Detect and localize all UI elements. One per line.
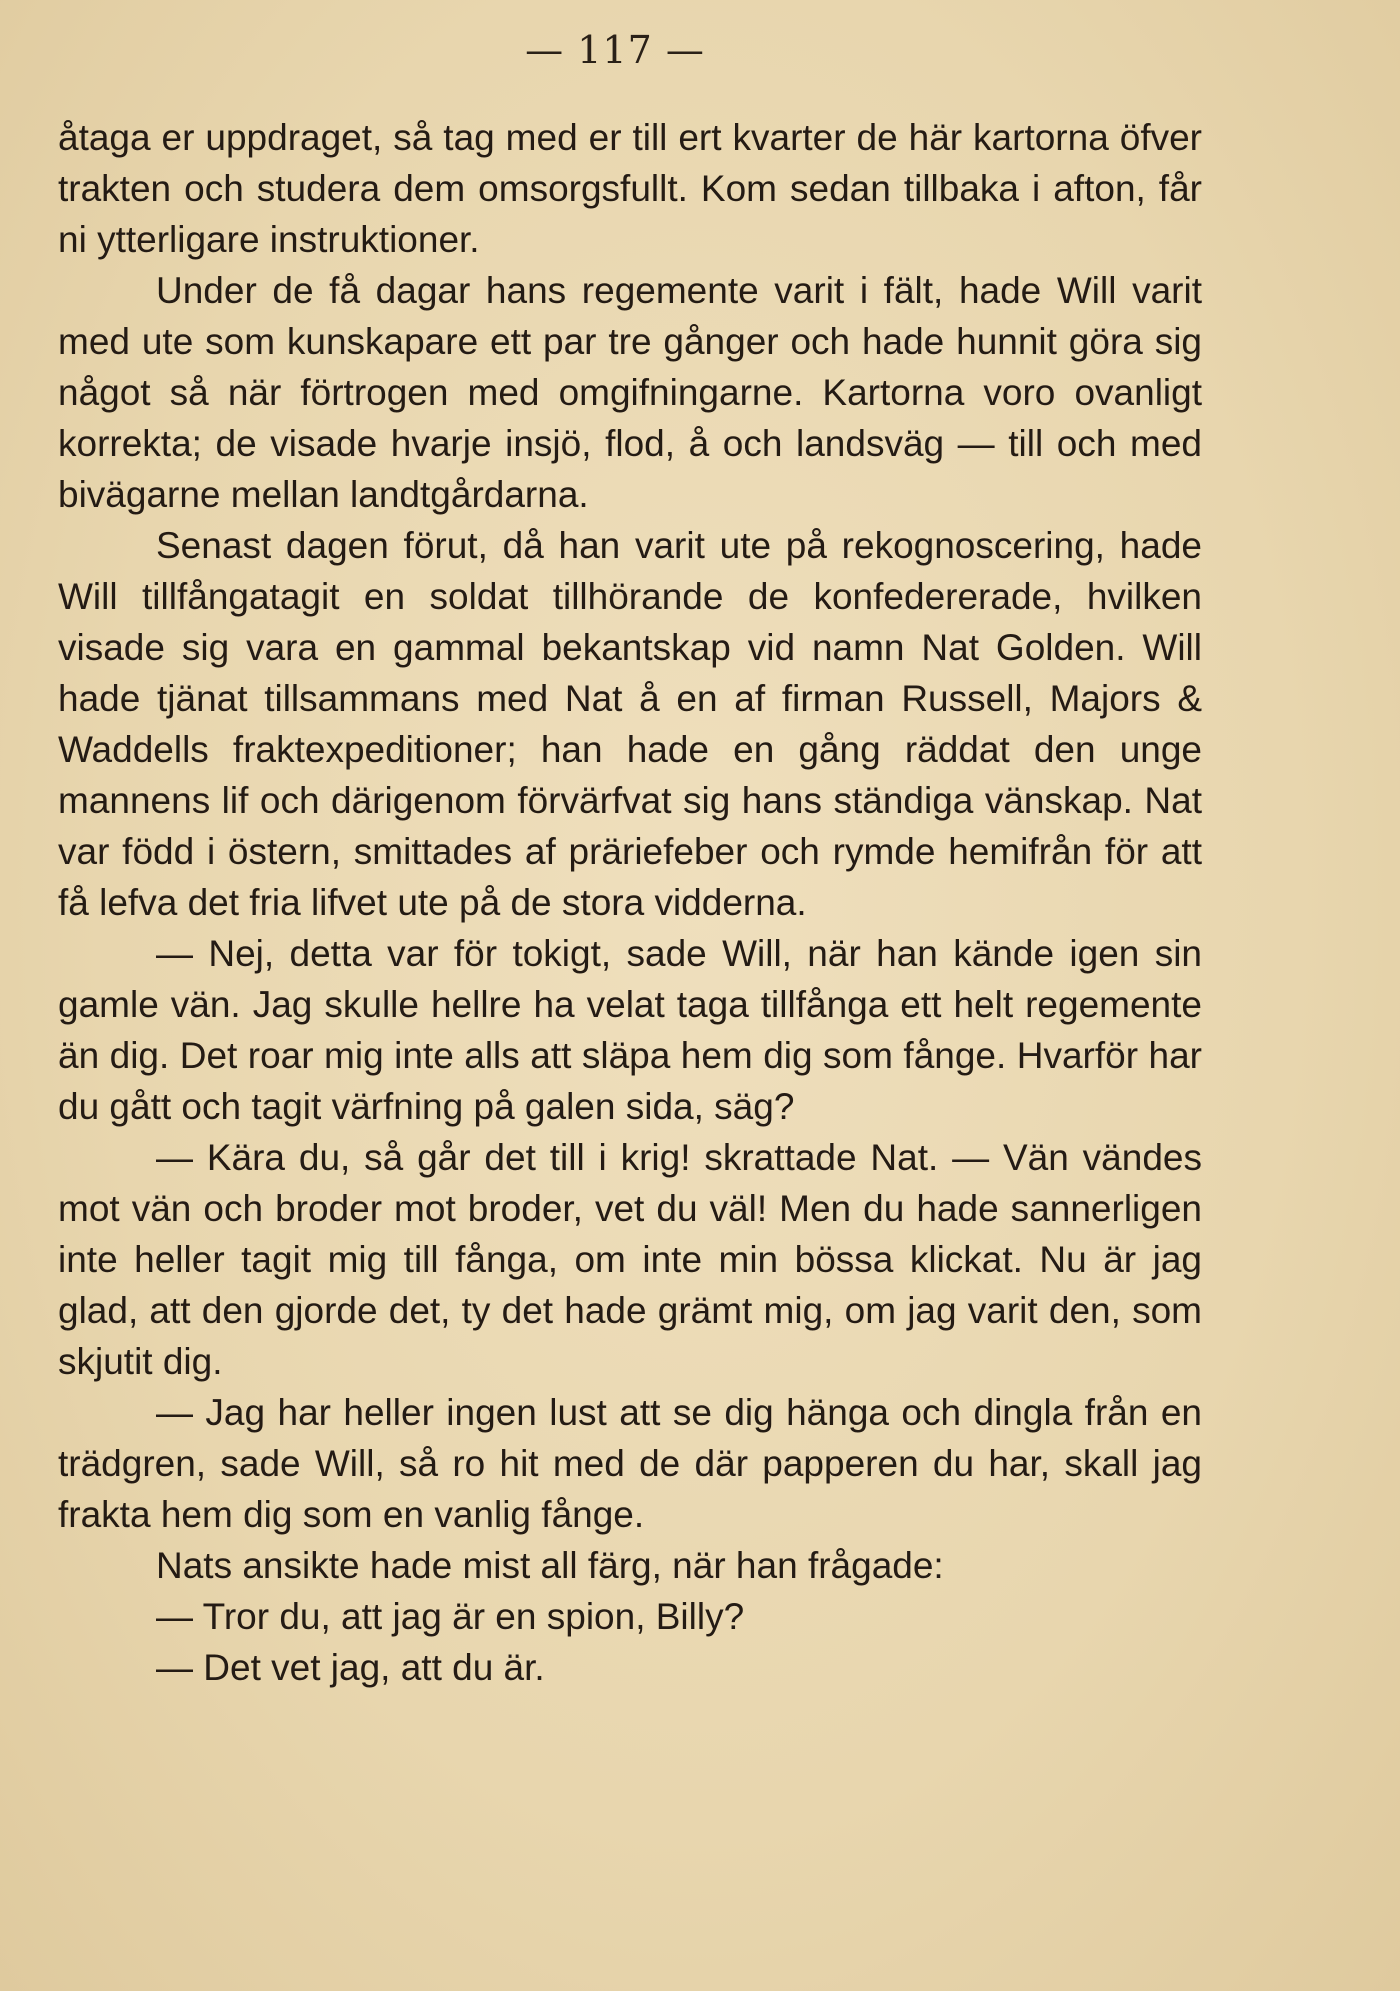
paragraph-3: Senast dagen förut, då han varit ute på rekognoscering, hade Will tillfångatagit en soldat tillhörande de konfedererade, hvilken visade sig vara en gammal bekantskap vid namn Nat Golden. Will hade tjänat tillsammans med Nat å en af firman Russell, Majors & Waddells fraktexpeditioner; han hade en gång räddat den unge mannens lif och därigenom förvärfvat sig hans ständiga vänskap. Nat var född i östern, smittades af präriefeber och rymde hemifrån för att få lefva det fria lifvet ute på de stora vidderna.: [58, 525, 1202, 923]
paragraph-4: — Nej, detta var för tokigt, sade Will, när han kände igen sin gamle vän. Jag skulle hellre ha velat taga tillfånga ett helt regemente än dig. Det roar mig inte alls att släpa hem dig som fånge. Hvarför har du gått och tagit värfning på galen sida, säg?: [58, 933, 1202, 1127]
paragraph-9: — Det vet jag, att du är.: [156, 1647, 545, 1688]
paragraph-8: — Tror du, att jag är en spion, Billy?: [156, 1596, 745, 1637]
page-number: — 117 —: [525, 28, 705, 72]
body-text: [58, 112, 1202, 1693]
paragraph-2: Under de få dagar hans regemente varit i fält, hade Will varit med ute som kunskapare ett par tre gånger och hade hunnit göra sig något så när förtrogen med omgifningarne. Kartorna voro ovanligt korrekta; de visade hvarje insjö, flod, å och landsväg — till och med bivägarne mellan landtgårdarna.: [58, 270, 1202, 515]
paragraph-1: åtaga er uppdraget, så tag med er till ert kvarter de här kartorna öfver trakten och studera dem omsorgsfullt. Kom sedan tillbaka i afton, får ni ytterligare instruktioner.: [58, 117, 1202, 260]
paragraph-6: — Jag har heller ingen lust att se dig hänga och dingla från en trädgren, sade Will, så ro hit med de där papperen du har, skall jag frakta hem dig som en vanlig fånge.: [58, 1392, 1202, 1535]
paragraph-5: — Kära du, så går det till i krig! skrattade Nat. — Vän vändes mot vän och broder mot broder, vet du väl! Men du hade sannerligen inte heller tagit mig till fånga, om inte min bössa klickat. Nu är jag glad, att den gjorde det, ty det hade grämt mig, om jag varit den, som skjutit dig.: [58, 1137, 1202, 1382]
paragraph-7: Nats ansikte hade mist all färg, när han frågade:: [156, 1545, 944, 1586]
